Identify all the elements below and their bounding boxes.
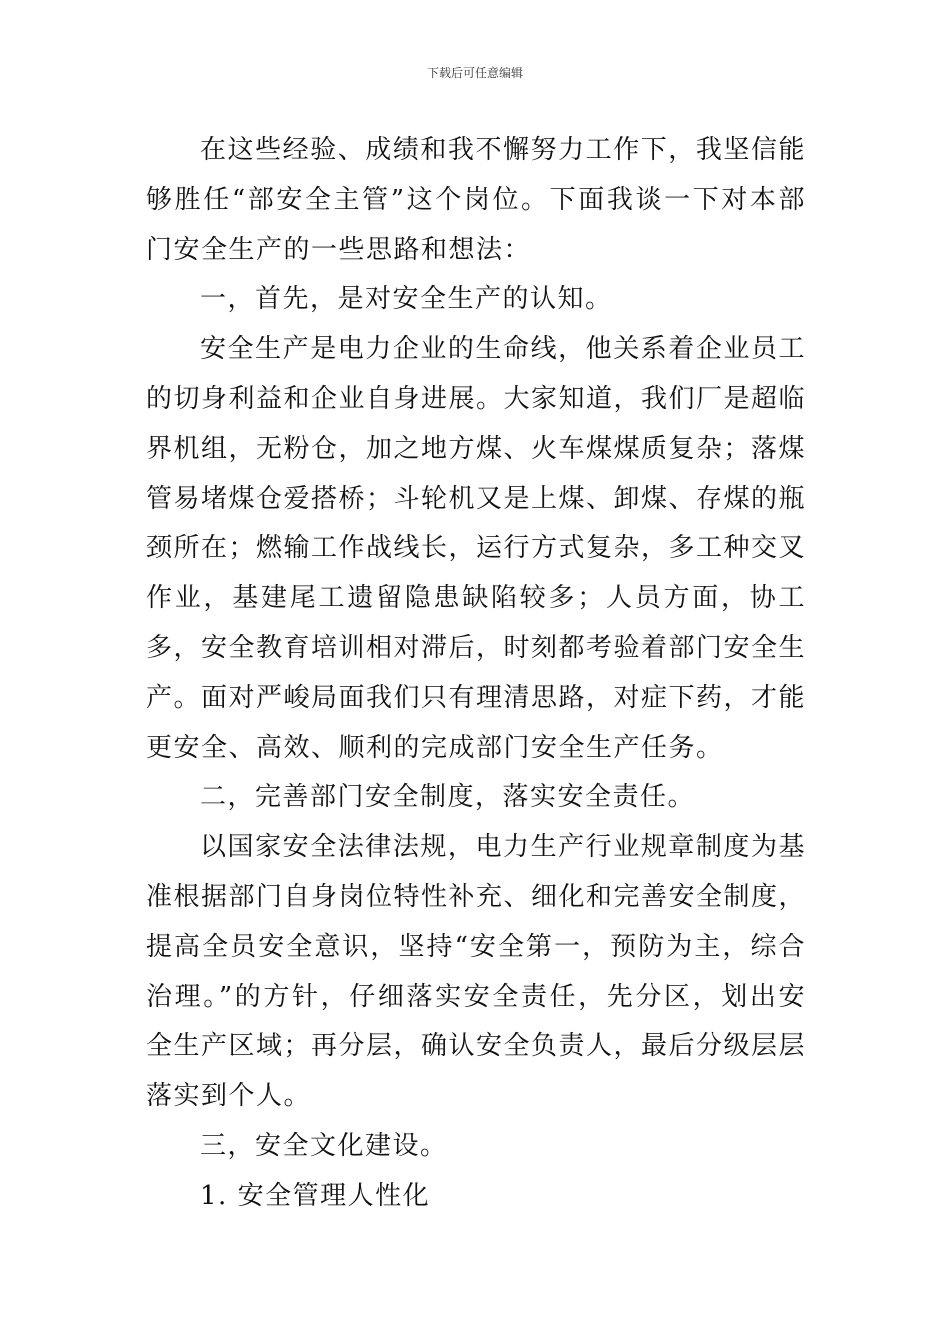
page-header: 下载后可任意编辑 bbox=[426, 66, 523, 80]
paragraph-safety-system: 以国家安全法律法规，电力生产行业规章制度为基准根据部门自身岗位特性补充、细化和完善安全制度，提高全员安全意识，坚持“安全第一，预防为主，综合治理。”的方针，仔细落实安全责任，先分区，划出安全生产区域；再分层，确认安全负责人，最后分级层层落实到个人。 bbox=[146, 832, 807, 1112]
subheading-3-1: 1. 安全管理人性化 bbox=[200, 1180, 431, 1211]
paragraph-intro: 在这些经验、成绩和我不懈努力工作下，我坚信能够胜任“部安全主管”这个岗位。下面我谈一下对本部门安全生产的一些思路和想法： bbox=[146, 135, 806, 265]
heading-section-1: 一，首先，是对安全生产的认知。 bbox=[200, 284, 613, 315]
heading-section-2: 二，完善部门安全制度，落实安全责任。 bbox=[200, 782, 696, 813]
document-body bbox=[146, 126, 806, 1222]
paragraph-safety-awareness: 安全生产是电力企业的生命线，他关系着企业员工的切身利益和企业自身进展。大家知道，我们厂是超临界机组，无粉仓，加之地方煤、火车煤煤质复杂；落煤管易堵煤仓爱搭桥；斗轮机又是上煤、卸煤、存煤的瓶颈所在；燃输工作战线长，运行方式复杂，多工种交叉作业，基建尾工遗留隐患缺陷较多；人员方面，协工多，安全教育培训相对滞后，时刻都考验着部门安全生产。面对严峻局面我们只有理清思路，对症下药，才能更安全、高效、顺利的完成部门安全生产任务。 bbox=[146, 334, 807, 763]
heading-section-3: 三，安全文化建设。 bbox=[200, 1130, 448, 1161]
